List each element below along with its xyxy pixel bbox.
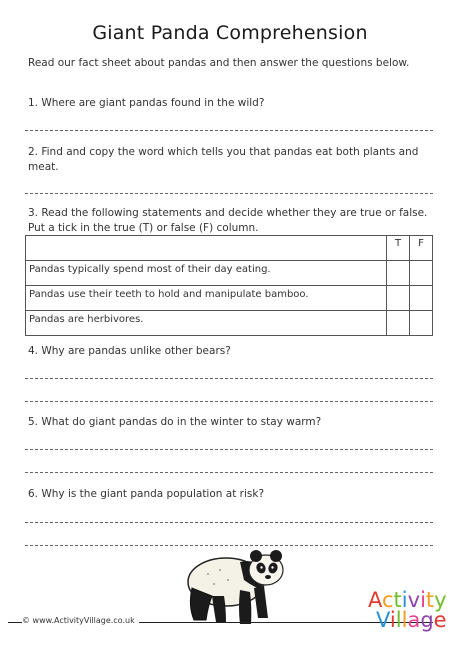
question-2: 2. Find and copy the word which tells you that pandas eat both plants and meat. [28, 146, 419, 173]
table-header-blank [26, 236, 387, 261]
question-1: 1. Where are giant pandas found in the wild? [28, 97, 265, 109]
false-tick-cell[interactable] [410, 286, 433, 311]
answer-line-2[interactable] [25, 193, 433, 194]
statement-cell: Pandas use their teeth to hold and manipulate bamboo. [26, 286, 387, 311]
table-header-true: T [387, 236, 410, 261]
activity-village-logo [368, 590, 448, 636]
table-row [26, 311, 433, 336]
answer-line-4a[interactable] [25, 378, 433, 379]
question-5: 5. What do giant pandas do in the winter to stay warm? [28, 416, 322, 428]
true-tick-cell[interactable] [387, 286, 410, 311]
intro-text: Read our fact sheet about pandas and then answer the questions below. [28, 57, 410, 69]
answer-line-6a[interactable] [25, 522, 433, 523]
table-header-row [26, 236, 433, 261]
false-tick-cell[interactable] [410, 261, 433, 286]
question-3: 3. Read the following statements and decide whether they are true or false. Put a tick in the true (T) or false (F) column. [28, 207, 428, 234]
question-6: 6. Why is the giant panda population at risk? [28, 488, 265, 500]
table-row [26, 286, 433, 311]
false-tick-cell[interactable] [410, 311, 433, 336]
copyright-text: © www.ActivityVillage.co.uk [22, 616, 139, 625]
statement-cell: Pandas typically spend most of their day eating. [26, 261, 387, 286]
answer-line-5a[interactable] [25, 449, 433, 450]
answer-line-1[interactable] [25, 130, 433, 131]
true-tick-cell[interactable] [387, 311, 410, 336]
giant-panda-illustration-icon [178, 540, 288, 630]
logo-line-2: Village [376, 608, 447, 632]
table-row [26, 261, 433, 286]
answer-line-4b[interactable] [25, 401, 433, 402]
table-header-false: F [410, 236, 433, 261]
page-title: Giant Panda Comprehension [92, 22, 368, 44]
answer-line-5b[interactable] [25, 472, 433, 473]
question-4: 4. Why are pandas unlike other bears? [28, 345, 231, 357]
true-false-table [25, 235, 433, 336]
true-tick-cell[interactable] [387, 261, 410, 286]
logo-line-1: Activity [368, 588, 447, 612]
statement-cell: Pandas are herbivores. [26, 311, 387, 336]
